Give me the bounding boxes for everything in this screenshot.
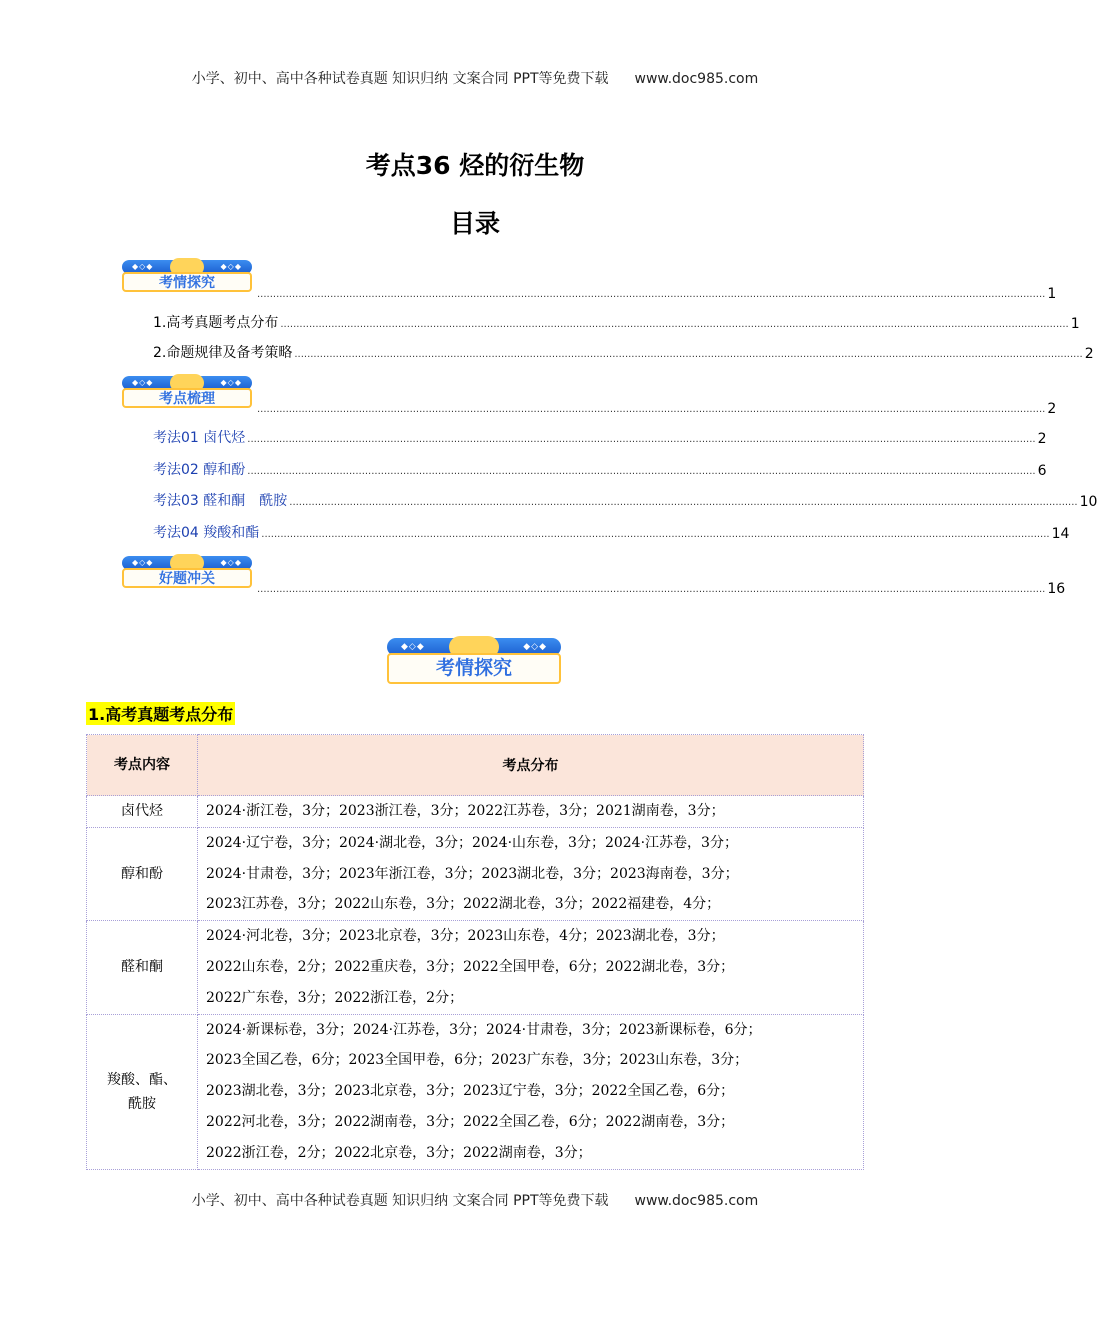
toc-item[interactable]: 2.命题规律及备考策略 ........................................................................................................................................................................................................................................................ 2 [153,345,1094,362]
toc-item[interactable]: 考法01 卤代烃 ........................................................................................................................................................................................................................................................ 2 [153,430,1047,447]
distribution-cell: 2024·辽宁卷，3分；2024·湖北卷，3分；2024·山东卷，3分；2024·江苏卷，3分； 2024·甘肃卷，3分；2023年浙江卷，3分；2023湖北卷，3分；2023海南卷，3分； 2023江苏卷，3分；2022山东卷，3分；2022湖北卷，3分；2022福建卷，4分； [198,827,864,920]
toc-item[interactable]: 考法04 羧酸和酯 ........................................................................................................................................................................................................................................................ 14 [153,525,1070,542]
page-header [0,68,950,88]
section-heading: 1.高考真题考点分布 [86,702,235,725]
document-title: 考点36 烃的衍生物 [365,151,585,180]
topic-cell: 卤代烃 [87,796,198,828]
badge-label: 考情探究 [122,272,252,292]
distribution-cell: 2024·浙江卷，3分；2023浙江卷，3分；2022江苏卷，3分；2021湖南卷，3分； [198,796,864,828]
section-badge-label: 考情探究 [387,653,561,684]
toc-page: 2 [1047,401,1057,417]
exam-distribution-table [86,734,864,1170]
table-row [87,921,864,1014]
toc-item[interactable]: ........................................................................................................................................................................................................................................................ 1 [257,286,1057,302]
section-badge: ◆◇◆ ◆◇◆ 考情探究 [387,638,561,684]
footer-text: 小学、初中、高中各种试卷真题 知识归纳 文案合同 PPT等免费下载 [191,1193,609,1209]
header-topic: 考点内容 [87,735,198,796]
toc-item[interactable]: 考法03 醛和酮 酰胺 ........................................................................................................................................................................................................................................................ 10 [153,493,1097,510]
badge-kaoqing[interactable]: ◆◇◆ ◆◇◆ 考情探究 [122,260,252,292]
toc-item[interactable]: 1.高考真题考点分布 ........................................................................................................................................................................................................................................................ 1 [153,315,1080,332]
toc-page: 10 [1079,494,1097,510]
toc-page: 1 [1070,316,1080,332]
badge-label: 考点梳理 [122,388,252,408]
footer-site[interactable]: www.doc985.com [634,1193,759,1209]
header-site[interactable]: www.doc985.com [634,71,759,87]
toc-item[interactable]: 考法02 醇和酚 ........................................................................................................................................................................................................................................................ 6 [153,462,1047,479]
table-row [87,796,864,828]
badge-haoti[interactable]: ◆◇◆ ◆◇◆ 好题冲关 [122,556,252,588]
toc-page: 1 [1047,286,1057,302]
header-distribution: 考点分布 [198,735,864,796]
toc-item[interactable]: ........................................................................................................................................................................................................................................................ 16 [257,581,1066,597]
toc-title: 目录 [449,209,500,238]
distribution-cell: 2024·新课标卷，3分；2024·江苏卷，3分；2024·甘肃卷，3分；2023新课标卷，6分； 2023全国乙卷，6分；2023全国甲卷，6分；2023广东卷，3分；2023山东卷，3分； 2023湖北卷，3分；2023北京卷，3分；2023辽宁卷，3分；2022全国乙卷，6分； 2022河北卷，3分；2022湖南卷，3分；2022全国乙卷，6分；2022湖南卷，3分； 2022浙江卷，2分；2022北京卷，3分；2022湖南卷，3分； [198,1014,864,1169]
table-row [87,827,864,920]
header-text: 小学、初中、高中各种试卷真题 知识归纳 文案合同 PPT等免费下载 [191,71,609,87]
table-header-row [87,735,864,796]
toc-page: 16 [1047,581,1066,597]
toc-page: 6 [1037,463,1047,479]
page-footer [0,1190,950,1210]
toc-page: 2 [1084,346,1094,362]
badge-kaodian[interactable]: ◆◇◆ ◆◇◆ 考点梳理 [122,376,252,408]
badge-label: 好题冲关 [122,568,252,588]
topic-cell: 醛和酮 [87,921,198,1014]
topic-cell: 羧酸、酯、酰胺 [87,1014,198,1169]
toc-page: 14 [1051,526,1070,542]
distribution-cell: 2024·河北卷，3分；2023北京卷，3分；2023山东卷，4分；2023湖北卷，3分； 2022山东卷，2分；2022重庆卷，3分；2022全国甲卷，6分；2022湖北卷，3分； 2022广东卷，3分；2022浙江卷，2分； [198,921,864,1014]
toc-item[interactable]: ........................................................................................................................................................................................................................................................ 2 [257,401,1057,417]
toc-page: 2 [1037,431,1047,447]
topic-cell: 醇和酚 [87,827,198,920]
table-row [87,1014,864,1169]
